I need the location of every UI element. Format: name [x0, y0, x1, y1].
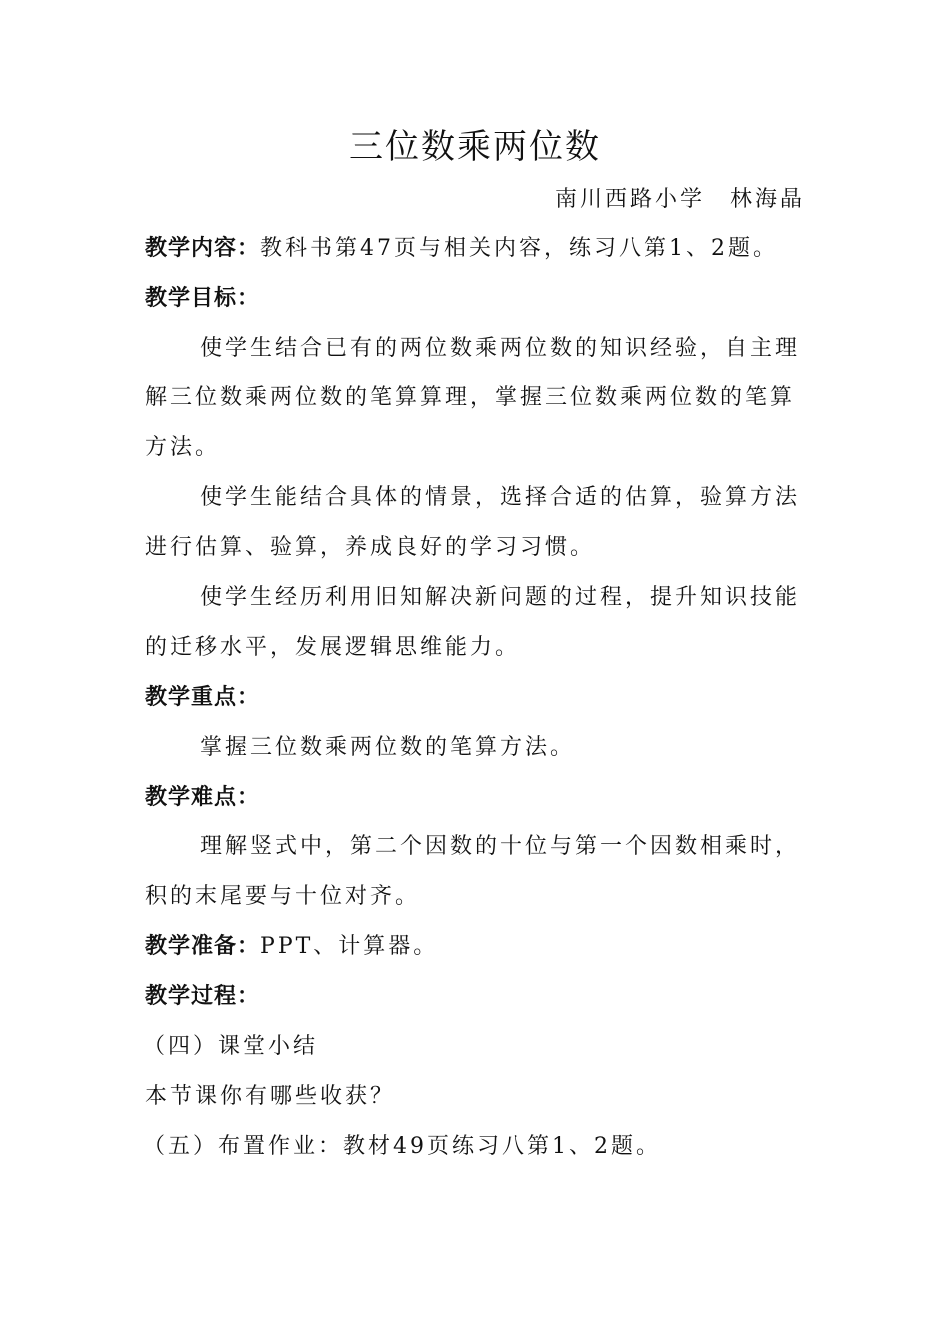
objective-line: 解三位数乘两位数的笔算算理，掌握三位数乘两位数的笔算	[145, 385, 796, 410]
teaching-content-text: 教科书第47页与相关内容，练习八第1、2题。	[260, 236, 779, 261]
preparation	[145, 930, 438, 964]
key-points-text: 掌握三位数乘两位数的笔算方法。	[200, 735, 576, 760]
objective-line: 使学生能结合具体的情景，选择合适的估算，验算方法	[200, 485, 801, 510]
process-heading	[145, 980, 260, 1014]
document-title: 三位数乘两位数	[349, 127, 601, 167]
teaching-content-label: 教学内容：	[145, 236, 261, 261]
teaching-objectives-heading	[145, 282, 260, 316]
difficulties-heading	[145, 781, 260, 815]
objective-line: 使学生经历利用旧知解决新问题的过程，提升知识技能	[200, 585, 801, 610]
key-points-heading	[145, 681, 260, 715]
process-line: （四）课堂小结	[143, 1034, 319, 1059]
difficulty-line: 积的末尾要与十位对齐。	[145, 884, 421, 909]
difficulty-line: 理解竖式中，第二个因数的十位与第一个因数相乘时，	[200, 834, 801, 859]
process-line: （五）布置作业：教材49页练习八第1、2题。	[143, 1134, 661, 1159]
objective-line: 进行估算、验算，养成良好的学习习惯。	[145, 535, 596, 560]
process-line: 本节课你有哪些收获？	[145, 1084, 396, 1109]
author-line: 南川西路小学 林海晶	[554, 187, 805, 212]
objective-line: 的迁移水平，发展逻辑思维能力。	[145, 635, 521, 660]
teaching-objectives-label: 教学目标：	[145, 286, 261, 311]
objective-line: 使学生结合已有的两位数乘两位数的知识经验，自主理	[200, 336, 801, 361]
key-points-label: 教学重点：	[145, 685, 261, 710]
process-label: 教学过程：	[145, 984, 261, 1009]
objective-line: 方法。	[145, 435, 221, 460]
preparation-label: 教学准备：	[145, 934, 261, 959]
teaching-content	[145, 232, 778, 266]
preparation-text: PPT、计算器。	[260, 934, 439, 959]
difficulties-label: 教学难点：	[145, 785, 261, 810]
